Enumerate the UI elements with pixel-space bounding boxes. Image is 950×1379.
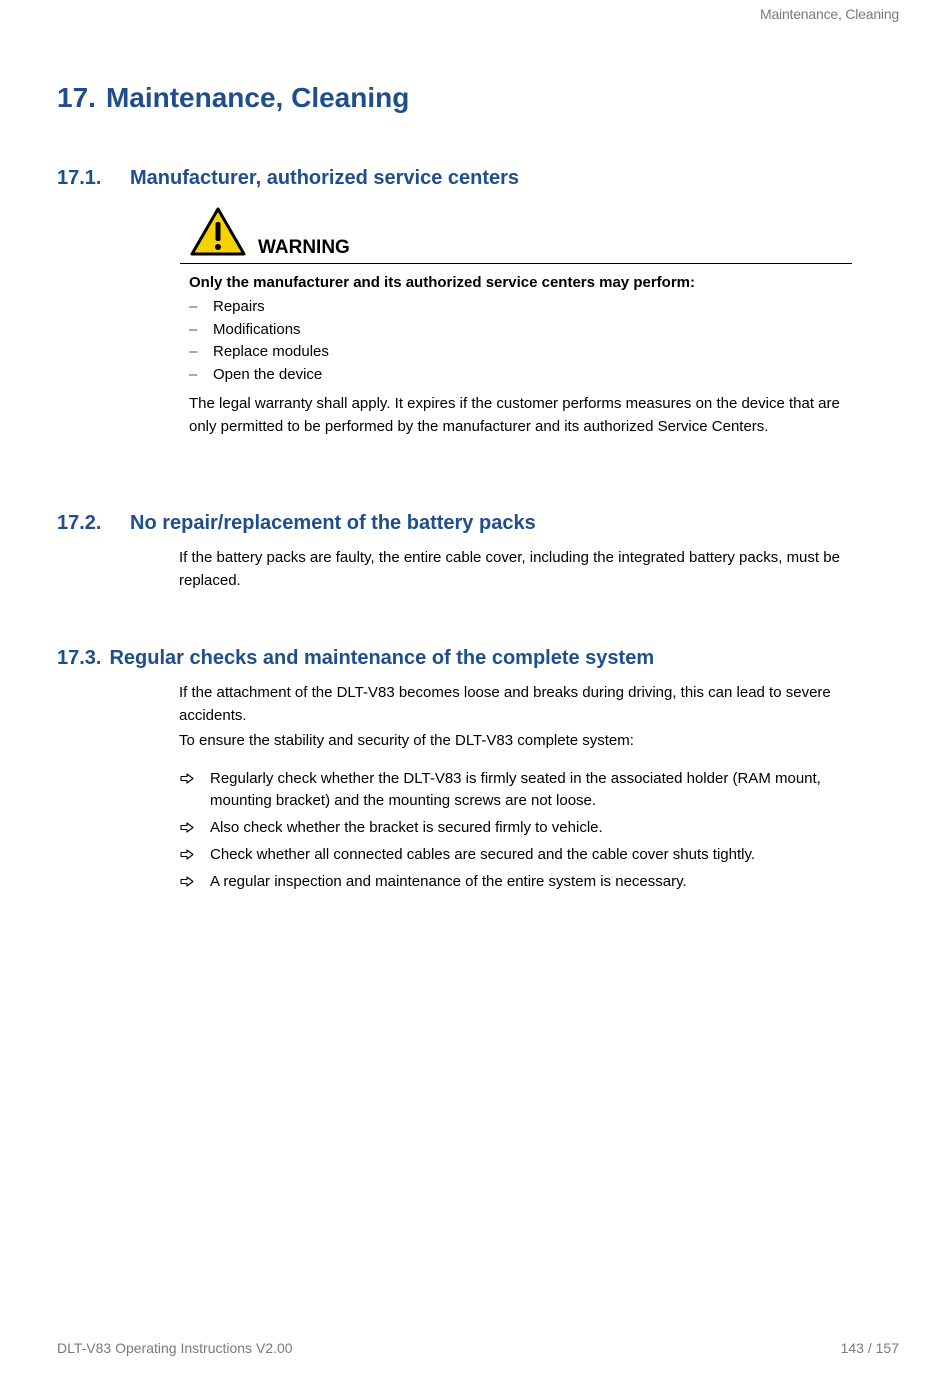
- dash-bullet-icon: –: [189, 365, 198, 383]
- paragraph: If the attachment of the DLT-V83 becomes loose and breaks during driving, this can lead to severe accidents.: [179, 684, 831, 724]
- arrow-right-icon: [180, 822, 194, 833]
- arrow-right-icon: [180, 773, 194, 784]
- section-number: 17.1.: [57, 167, 102, 189]
- list-item: – Modifications: [189, 319, 852, 342]
- chapter-number: 17.: [57, 82, 96, 113]
- section-heading-17-1: [57, 167, 519, 190]
- warranty-text: The legal warranty shall apply. It expires if the customer performs measures on the device that are only permitted to be performed by the manufacturer and its authorized Service Centers.: [189, 395, 840, 435]
- section-heading-17-3: [57, 647, 654, 670]
- chapter-title: [57, 82, 409, 114]
- section-number: 17.2.: [57, 512, 102, 534]
- warning-header: [180, 205, 852, 264]
- list-item: A regular inspection and maintenance of the entire system is necessary.: [179, 871, 879, 894]
- restricted-actions-list: [189, 296, 852, 386]
- list-item: – Open the device: [189, 364, 852, 387]
- dash-bullet-icon: –: [189, 320, 198, 338]
- section-body-17-2: [179, 547, 879, 592]
- list-item: – Repairs: [189, 296, 852, 319]
- section-heading-17-2: [57, 512, 536, 535]
- list-item: – Replace modules: [189, 341, 852, 364]
- warning-intro: Only the manufacturer and its authorized service centers may perform:: [189, 274, 695, 291]
- warning-box: [180, 205, 852, 438]
- list-item: Also check whether the bracket is secured firmly to vehicle.: [179, 817, 879, 840]
- list-item: Regularly check whether the DLT-V83 is firmly seated in the associated holder (RAM mount, mounting bracket) and the mounting screws are not loose.: [179, 768, 879, 813]
- list-item: Check whether all connected cables are secured and the cable cover shuts tightly.: [179, 844, 879, 867]
- section-title-text: Manufacturer, authorized service centers: [130, 167, 520, 189]
- dash-bullet-icon: –: [189, 298, 198, 315]
- section-title-text: No repair/replacement of the battery packs: [130, 512, 536, 534]
- warning-label: WARNING: [258, 237, 350, 258]
- chapter-title-text: Maintenance, Cleaning: [105, 82, 410, 113]
- arrow-right-icon: [180, 849, 194, 860]
- dash-bullet-icon: –: [189, 343, 198, 360]
- section-body-17-3: [179, 682, 879, 898]
- footer-document-title: DLT-V83 Operating Instructions V2.00: [57, 1340, 293, 1356]
- section-title-text: Regular checks and maintenance of the complete system: [109, 647, 655, 669]
- section-number: 17.3.: [57, 647, 102, 669]
- check-steps-list: [179, 768, 879, 894]
- paragraph: If the battery packs are faulty, the entire cable cover, including the integrated battery packs, must be replaced.: [179, 549, 840, 589]
- warning-triangle-icon: [190, 207, 246, 257]
- running-header: Maintenance, Cleaning: [759, 6, 899, 22]
- paragraph: To ensure the stability and security of the DLT-V83 complete system:: [179, 732, 634, 749]
- warning-body: [180, 273, 852, 438]
- footer-page-number: 143 / 157: [840, 1340, 899, 1356]
- arrow-right-icon: [180, 876, 194, 887]
